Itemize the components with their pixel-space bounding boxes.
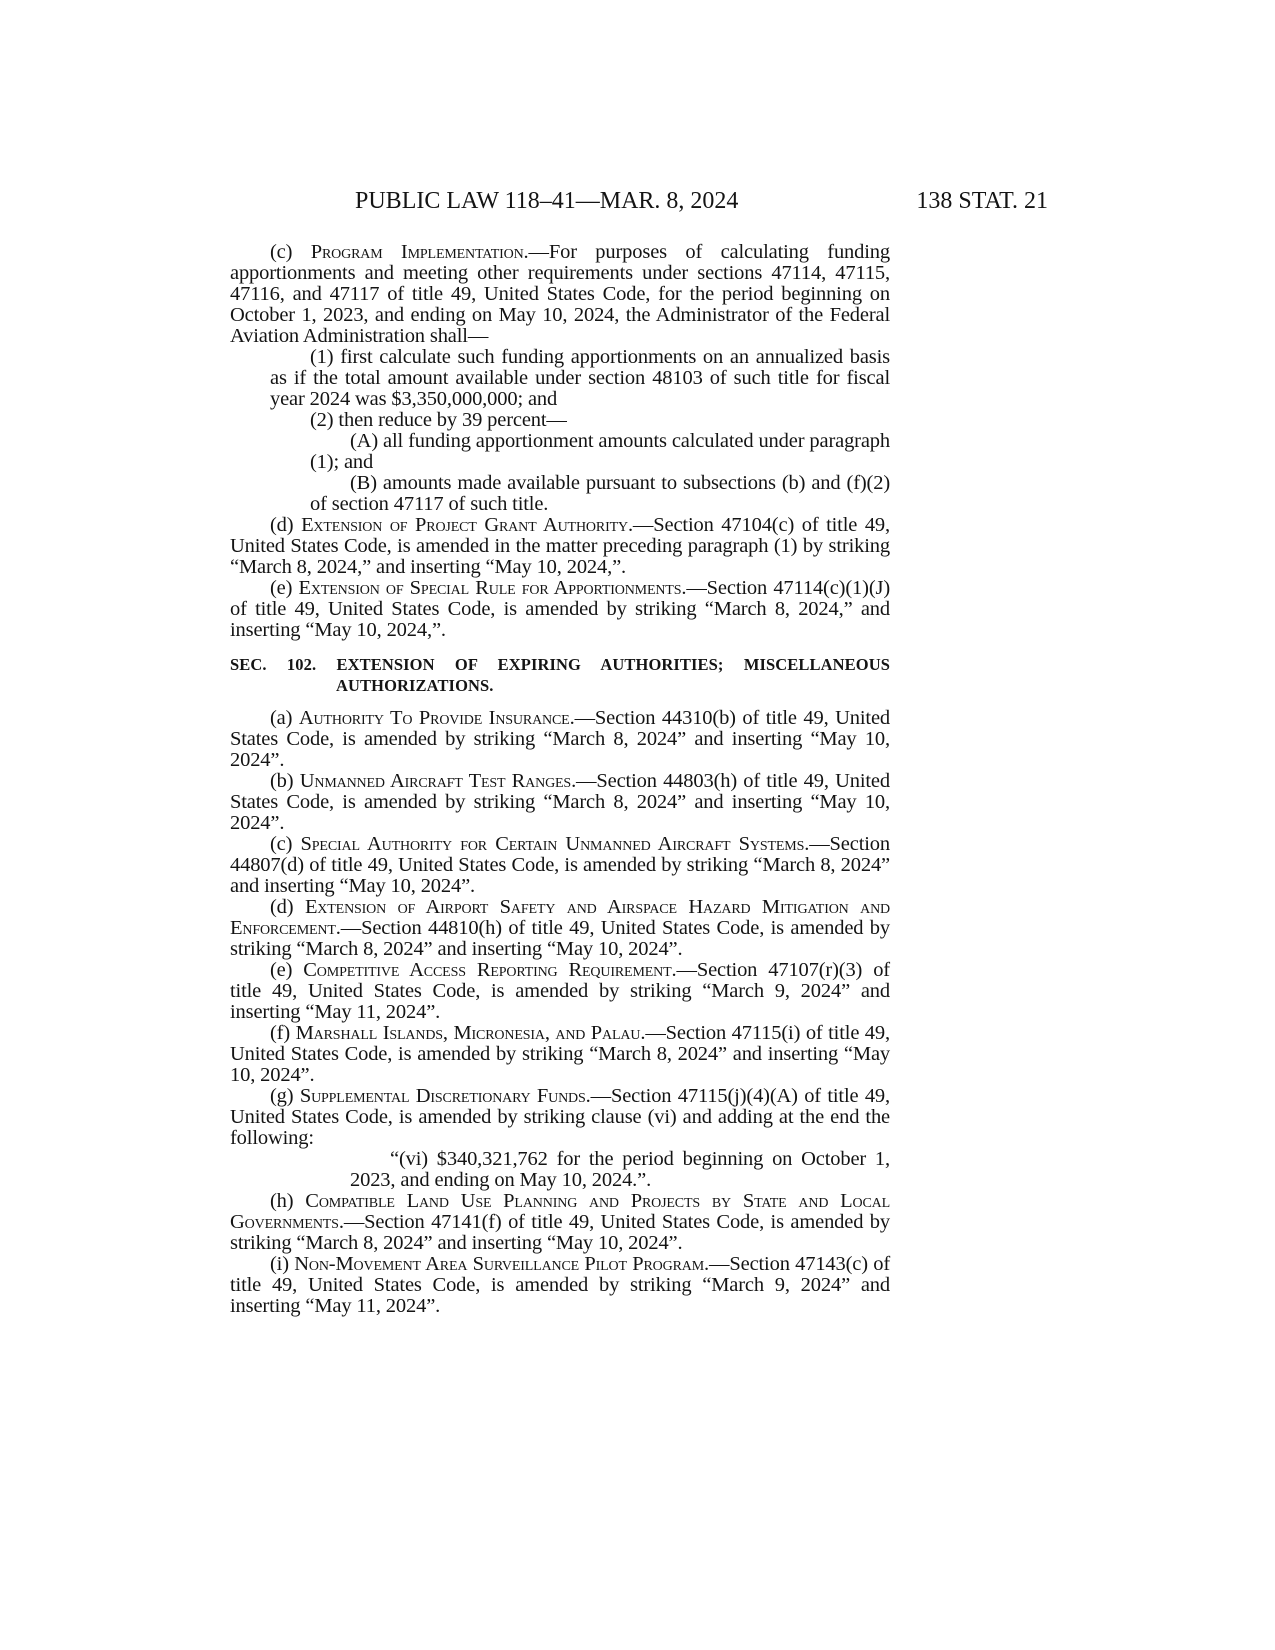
subsection-text: —Section 44810(h) of title 49, United States Code, is amended by striking “March 8, 2024” and inserting “May 10, 2024”.	[230, 917, 890, 960]
sec102-subsection-a	[230, 708, 890, 771]
subsection-text: —Section 47141(f) of title 49, United States Code, is amended by striking “March 8, 2024” and inserting “May 10, 2024”.	[230, 1211, 890, 1254]
sec102-subsection-f	[230, 1023, 890, 1086]
subsection-heading: Supplemental Discretionary Funds.	[299, 1085, 591, 1107]
subsection-text: —Section 47143(c) of title 49, United States Code, is amended by striking “March 9, 2024” and inserting “May 11, 2024”.	[230, 1253, 890, 1317]
subsection-label: (c)	[270, 241, 311, 263]
subsection-label: (e)	[270, 959, 304, 981]
paragraph-2: (2) then reduce by 39 percent—	[310, 409, 567, 431]
subsection-label: (b)	[270, 770, 300, 792]
subsection-text: —For purposes of calculating funding apportionments and meeting other requirements under sections 47114, 47115, 47116, and 47117 of title 49, United States Code, for the period beginning on October 1, 2023, and ending on May 10, 2024, the Administrator of the Federal Aviation Administration shall—	[230, 241, 890, 347]
subsection-text: —Section 47115(i) of title 49, United States Code, is amended by striking “March 8, 2024” and inserting “May 10, 2024”.	[230, 1022, 890, 1086]
subsection-label: (h)	[270, 1190, 306, 1212]
sec102-subsection-e	[230, 960, 890, 1023]
subsection-label: (f)	[270, 1022, 296, 1044]
subsection-label: (c)	[270, 833, 301, 855]
subsection-text: —Section 44310(b) of title 49, United States Code, is amended by striking “March 8, 2024” and inserting “May 10, 2024”.	[230, 707, 890, 771]
sec102-subsection-c	[230, 834, 890, 897]
subsection-d-project-grant-authority	[230, 515, 890, 578]
subsection-heading: Marshall Islands, Micronesia, and Palau.	[295, 1022, 646, 1044]
subsection-heading: Authority To Provide Insurance.	[298, 707, 575, 729]
subsection-e-special-rule	[230, 578, 890, 641]
subsection-c-program-implementation	[230, 242, 890, 347]
subsection-text: —Section 47114(c)(1)(J) of title 49, United States Code, is amended by striking “March 8, 2024,” and inserting “May 10, 2024,”.	[230, 577, 890, 641]
public-law-citation: PUBLIC LAW 118–41—MAR. 8, 2024	[355, 188, 739, 214]
subsection-label: (e)	[270, 577, 299, 599]
quoted-clause-vi: “(vi) $340,321,762 for the period beginning on October 1, 2023, and ending on May 10, 2024.”.	[350, 1148, 890, 1191]
subsection-text: —Section 47115(j)(4)(A) of title 49, United States Code, is amended by striking clause (vi) and adding at the end the following:	[230, 1085, 890, 1149]
subsection-text: —Section 44803(h) of title 49, United States Code, is amended by striking “March 8, 2024” and inserting “May 10, 2024”.	[230, 770, 890, 834]
subsection-heading: Competitive Access Reporting Requirement.	[303, 959, 677, 981]
statutes-page-number: 138 STAT. 21	[916, 188, 1048, 214]
section-102-heading: SEC. 102. EXTENSION OF EXPIRING AUTHORITIES; MISCELLANEOUS AUTHORIZATIONS.	[230, 655, 890, 695]
sec102-subsection-h	[230, 1191, 890, 1254]
subsection-heading: Unmanned Aircraft Test Ranges.	[299, 770, 577, 792]
subsection-heading: Compatible Land Use Planning and Projects by State and Local Governments.	[230, 1190, 890, 1233]
subsection-text: —Section 44807(d) of title 49, United States Code, is amended by striking “March 8, 2024” and inserting “May 10, 2024”.	[230, 833, 890, 897]
subsection-heading: Program Implementation.	[310, 241, 529, 263]
subsection-label: (a)	[270, 707, 299, 729]
subsection-label: (d)	[270, 896, 305, 918]
running-head	[230, 188, 1048, 220]
subsection-label: (g)	[270, 1085, 300, 1107]
subsection-heading: Extension of Special Rule for Apportionments.	[298, 577, 687, 599]
statute-body	[230, 242, 890, 1317]
sec102-subsection-g	[230, 1086, 890, 1149]
sec102-subsection-b	[230, 771, 890, 834]
sec102-subsection-i	[230, 1254, 890, 1317]
subsection-heading: Extension of Project Grant Authority.	[301, 514, 633, 536]
subsection-heading: Non-Movement Area Surveillance Pilot Program.	[294, 1253, 710, 1275]
subparagraph-a: (A) all funding apportionment amounts calculated under paragraph (1); and	[310, 430, 890, 473]
subsection-text: —Section 47104(c) of title 49, United States Code, is amended in the matter preceding paragraph (1) by striking “March 8, 2024,” and inserting “May 10, 2024,”.	[230, 514, 890, 578]
subsection-label: (i)	[270, 1253, 295, 1275]
subsection-heading: Special Authority for Certain Unmanned Aircraft Systems.	[300, 833, 810, 855]
paragraph-1: (1) first calculate such funding apportionments on an annualized basis as if the total amount available under section 48103 of such title for fiscal year 2024 was $3,350,000,000; and	[270, 346, 890, 410]
subparagraph-b: (B) amounts made available pursuant to subsections (b) and (f)(2) of section 47117 of such title.	[310, 472, 890, 515]
subsection-text: —Section 47107(r)(3) of title 49, United States Code, is amended by striking “March 9, 2024” and inserting “May 11, 2024”.	[230, 959, 890, 1023]
subsection-label: (d)	[270, 514, 302, 536]
sec102-subsection-d	[230, 897, 890, 960]
subsection-heading: Extension of Airport Safety and Airspace Hazard Mitigation and Enforcement.	[230, 896, 890, 939]
